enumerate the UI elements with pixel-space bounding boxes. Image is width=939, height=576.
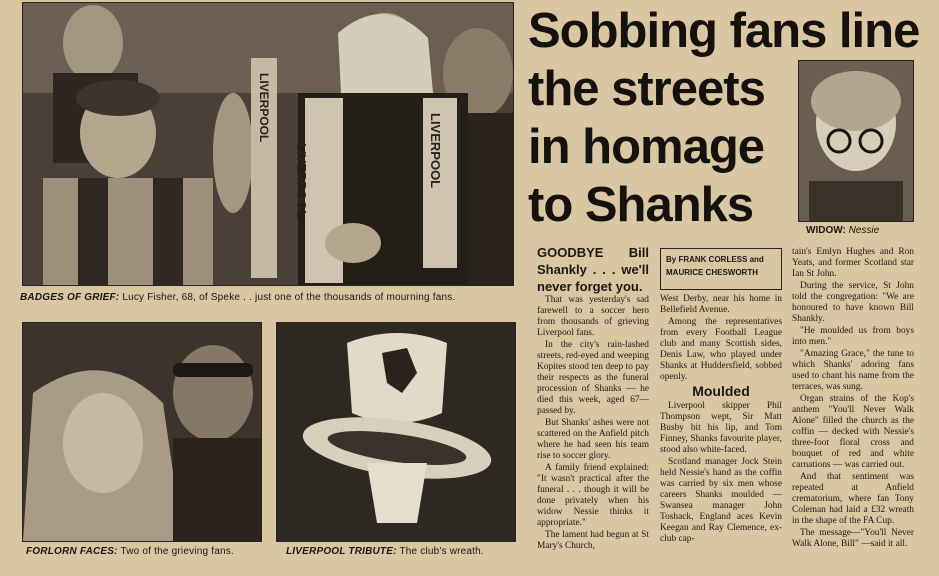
paragraph: During the service, St John told the congregation: "We are honoured to have known Bill Shankly. xyxy=(792,281,914,324)
fans-illustration xyxy=(23,323,261,541)
headline-line: in homage xyxy=(528,120,765,174)
scarf-text: LIVERPOOL xyxy=(294,143,309,219)
paragraph: The message—"You'll Never Walk Alone, Bill" —said it all. xyxy=(792,528,914,549)
caption-label: WIDOW: xyxy=(806,225,846,236)
paragraph: The lament had begun at St Mary's Church, xyxy=(537,530,649,551)
paragraph: "Amazing Grace," the tune to which Shanks' adoring fans used to chant his name from the terraces, was sung. xyxy=(792,349,914,392)
paragraph: West Derby, near his home in Bellefield Avenue. xyxy=(660,294,782,315)
widow-photo xyxy=(798,60,914,222)
paragraph: Among the representatives from every Football League club and many Scottish sides, Denis Law, who played under Shanks at Huddersfield, sobbed openly. xyxy=(660,317,782,382)
caption-label: BADGES OF GRIEF: xyxy=(20,292,120,303)
paragraph: Scotland manager Jock Stein held Nessie's hand as the coffin was carried by six men whose careers Shanks moulded — Swansea manager John Toshack, England aces Kevin Keegan and Ray Clemence, ex-club cap- xyxy=(660,457,782,544)
paragraph: But Shanks' ashes were not scattered on the Anfield pitch where he had seen his team rise to soccer glory. xyxy=(537,418,649,461)
wreath-illustration xyxy=(277,323,515,541)
paragraph: "He moulded us from boys into men." xyxy=(792,326,914,347)
forlorn-caption xyxy=(26,546,234,557)
article-intro: GOODBYE Bill Shankly . . . we'll never forget you. xyxy=(537,245,649,294)
caption-text: The club's wreath. xyxy=(399,546,484,557)
paragraph: tain's Emlyn Hughes and Ron Yeats, and former Scotland star Ian St John. xyxy=(792,247,914,279)
scarf-text: LIVERPOOL xyxy=(257,73,271,143)
wreath-photo xyxy=(276,322,516,542)
caption-label: LIVERPOOL TRIBUTE: xyxy=(286,546,397,557)
paragraph: Organ strains of the Kop's anthem "You'll Never Walk Alone" filled the church as the coffin — decked with Nessie's three-foot floral cross and bouquet of red and white carnations — was carried out. xyxy=(792,394,914,470)
article-column-1 xyxy=(537,244,649,553)
byline-box xyxy=(660,248,782,290)
widow-caption xyxy=(806,225,879,236)
scarf-text: LIVERPOOL xyxy=(428,113,443,189)
caption-text: Nessie xyxy=(848,225,880,236)
paragraph: That was yesterday's sad farewell to a soccer hero from thousands of grieving Liverpool fans. xyxy=(537,295,649,338)
paragraph: Liverpool skipper Phil Thompson wept, Sir Matt Busby bit his lip, and Tom Finney, Shanks favourite player, stood also white-faced. xyxy=(660,401,782,455)
paragraph: A family friend explained: "It wasn't practical after the funeral . . . though it will be done privately when his widow Nessie thinks it appropriate." xyxy=(537,463,649,528)
headline-line: to Shanks xyxy=(528,178,754,232)
caption-text: Lucy Fisher, 68, of Speke . . just one of the thousands of mourning fans. xyxy=(122,292,456,303)
portrait-illustration xyxy=(799,61,913,221)
headline-line: Sobbing fans line xyxy=(528,4,920,58)
byline-line: MAURICE CHESWORTH xyxy=(666,268,758,277)
forlorn-photo xyxy=(22,322,262,542)
badges-photo xyxy=(22,2,514,286)
paragraph: And that sentiment was repeated at Anfield crematorium, where fan Tony Coleman had laid a £32 wreath in the shape of the FA Cup. xyxy=(792,472,914,526)
wreath-caption xyxy=(286,546,484,557)
caption-text: Two of the grieving fans. xyxy=(120,546,234,557)
subheading: Moulded xyxy=(692,383,750,399)
badges-caption xyxy=(20,292,455,303)
article-column-2 xyxy=(660,294,782,546)
headline-line: the streets xyxy=(528,62,765,116)
caption-label: FORLORN FACES: xyxy=(26,546,118,557)
article-column-3 xyxy=(792,247,914,551)
paragraph: In the city's rain-lashed streets, red-eyed and weeping Kopites stood ten deep to pay their respects as the funeral procession of Shanks — he died this week, aged 67—passed by. xyxy=(537,340,649,416)
byline-line: By FRANK CORLESS and xyxy=(666,255,764,264)
